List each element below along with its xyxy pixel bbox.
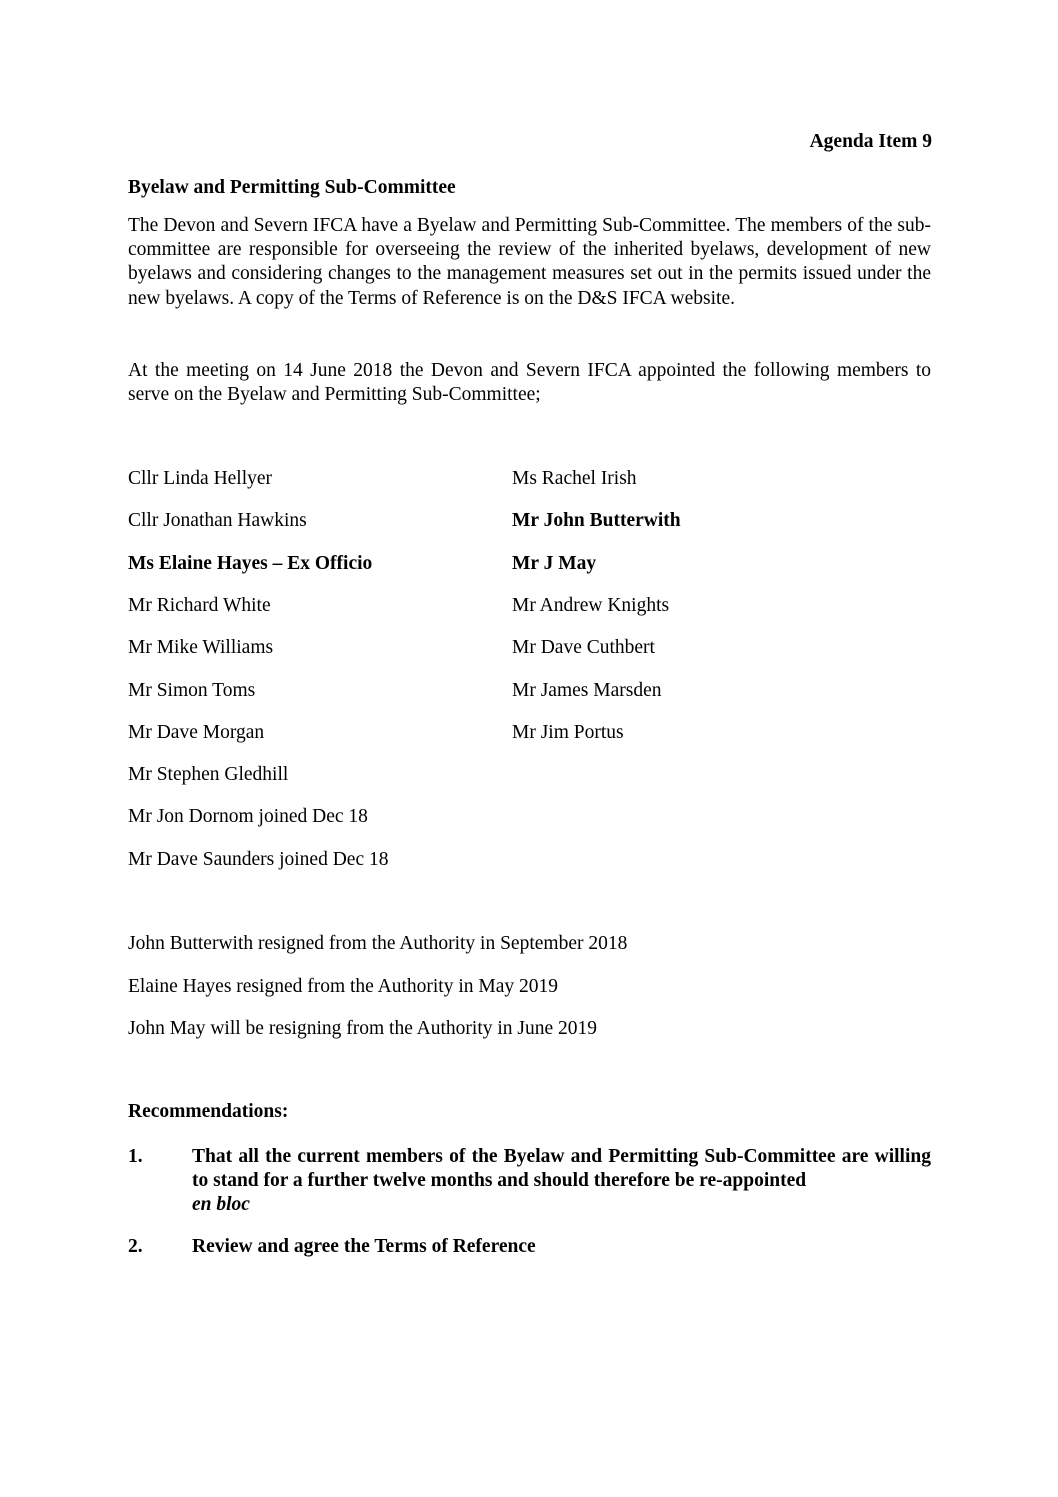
member-name: Mr Richard White bbox=[128, 595, 271, 616]
section-heading: Byelaw and Permitting Sub-Committee bbox=[128, 177, 456, 198]
member-name: Mr Jim Portus bbox=[512, 722, 624, 743]
member-name: Ms Elaine Hayes – Ex Officio bbox=[128, 553, 373, 574]
member-name: Cllr Jonathan Hawkins bbox=[128, 510, 307, 531]
appointment-paragraph: At the meeting on 14 June 2018 the Devon and Severn IFCA appointed the following members to serve on the Byelaw and Permitting Sub-Committee; bbox=[128, 360, 931, 406]
recommendation-body: That all the current members of the Byelaw and Permitting Sub-Committee are willing to stand for a further twelve months and should therefore be re-appointed bbox=[192, 1146, 931, 1192]
member-name: Mr Mike Williams bbox=[128, 637, 274, 658]
recommendation-number: 2. bbox=[128, 1236, 143, 1257]
recommendations-heading: Recommendations: bbox=[128, 1101, 289, 1122]
resignation-note: Elaine Hayes resigned from the Authority in May 2019 bbox=[128, 976, 558, 997]
member-name: Mr Dave Morgan bbox=[128, 722, 265, 743]
resignation-note: John Butterwith resigned from the Authority in September 2018 bbox=[128, 933, 628, 954]
recommendation-text bbox=[192, 1145, 931, 1218]
member-name: Mr J May bbox=[512, 553, 597, 574]
member-name: Ms Rachel Irish bbox=[512, 468, 637, 489]
intro-paragraph: The Devon and Severn IFCA have a Byelaw and Permitting Sub-Committee. The members of the sub-committee are responsible for overseeing the review of the inherited byelaws, development of new byelaws and considering changes to the management measures set out in the permits issued under the new byelaws. A copy of the Terms of Reference is on the D&S IFCA website. bbox=[128, 215, 931, 309]
member-name: Mr James Marsden bbox=[512, 680, 662, 701]
resignation-note: John May will be resigning from the Authority in June 2019 bbox=[128, 1018, 598, 1039]
recommendation-emphasis: en bloc bbox=[192, 1194, 250, 1216]
member-name: Mr Dave Cuthbert bbox=[512, 637, 655, 658]
member-name: Mr Jon Dornom joined Dec 18 bbox=[128, 806, 368, 827]
recommendation-text: Review and agree the Terms of Reference bbox=[192, 1236, 536, 1257]
member-name: Cllr Linda Hellyer bbox=[128, 468, 273, 489]
member-name: Mr Dave Saunders joined Dec 18 bbox=[128, 849, 389, 870]
recommendation-number: 1. bbox=[128, 1146, 143, 1167]
member-name: Mr John Butterwith bbox=[512, 510, 681, 531]
member-name: Mr Simon Toms bbox=[128, 680, 256, 701]
agenda-item-label: Agenda Item 9 bbox=[809, 131, 932, 152]
member-name: Mr Stephen Gledhill bbox=[128, 764, 289, 785]
member-name: Mr Andrew Knights bbox=[512, 595, 670, 616]
